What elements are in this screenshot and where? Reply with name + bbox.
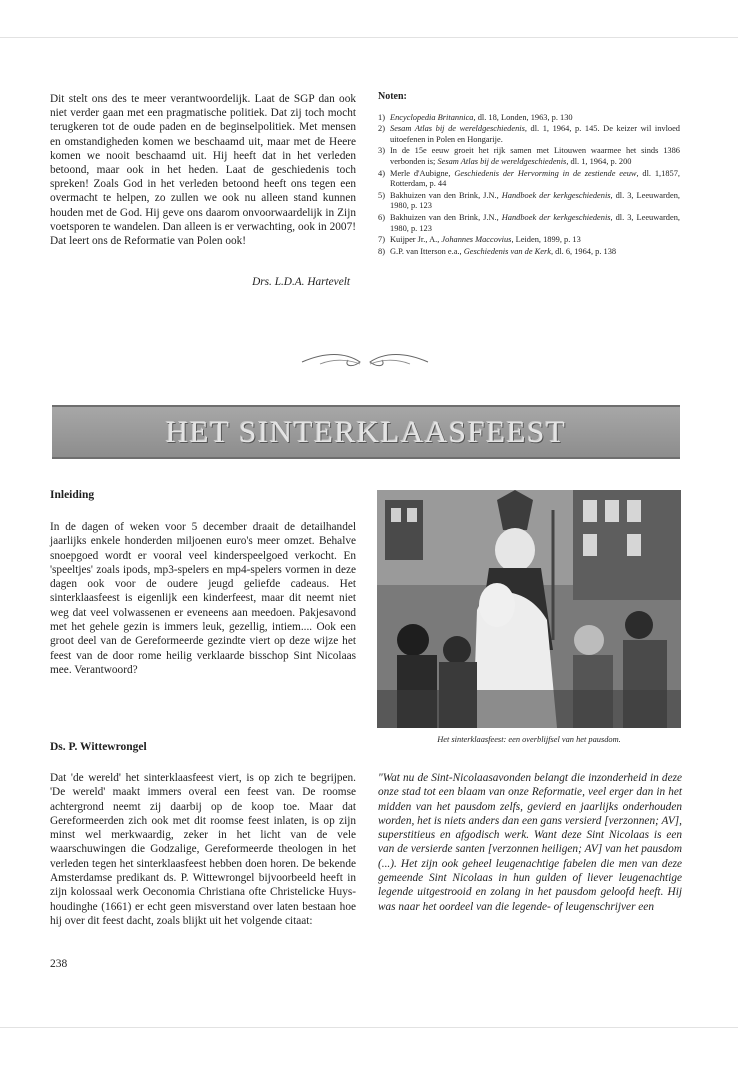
note-number: 8) [378, 246, 385, 256]
decorative-ornament [300, 348, 430, 372]
note-number: 1) [378, 112, 385, 122]
note-number: 5) [378, 190, 385, 200]
note-item [378, 146, 680, 167]
author-signature: Drs. L.D.A. Hartevelt [252, 276, 350, 288]
heading-inleiding: Inleiding [50, 489, 95, 501]
note-text: G.P. van Itterson e.a., Geschiedenis van de Kerk, dl. 6, 1964, p. 138 [390, 246, 617, 256]
bottom-rule [0, 1027, 738, 1028]
photo-caption: Het sinterklaasfeest: een overblijfsel van het pausdom. [437, 735, 621, 744]
note-item [378, 169, 680, 190]
note-text: Sesam Atlas bij de wereldgeschiedenis, dl. 1, 1964, p. 145. De keizer wil invloed uitoefenen in Polen en Hongarije. [390, 124, 680, 144]
closing-paragraph: Dit stelt ons des te meer verantwoordelijk. Laat de SGP dan ook niet verder gaan met een pragmatische politiek. Dat zij toch mocht terugkeren tot de oude paden en de beginselpolitiek. Met mensen en omstandigheden komen we beschaamd uit, maar met de Heere komen we nooit beschaamd uit. Hij heeft dat in het verleden betoond, maar ook in het heden. Laat de geschiedenis toch spreken! Zoals God in het verleden betoond heeft ons tegen een overmacht te helpen, zo zullen we ook nu alleen stand kunnen houden met de God. Hij geve ons daarom onvoorwaardelijk in Zijn voetsporen te wandelen. Dan alleen is er verwachting, ook in 2007! Dat leert ons de Reformatie van Polen ook! [50, 93, 356, 248]
top-rule [0, 37, 738, 38]
notes-section [378, 92, 680, 258]
section-banner [52, 405, 680, 459]
note-text: In de 15e eeuw groeit het rijk samen met Litouwen waarmee het sinds 1386 verbonden is; Sesam Atlas bij de wereldgeschiedenis, dl. 1, 1964, p. 200 [390, 146, 680, 166]
paragraph-wittewrongel: Dat 'de wereld' het sinterklaasfeest viert, is op zich te begrijpen. 'De wereld' maakt immers overal een feest van. De roomse achtergrond neemt zij daarbij op de koop toe. Maar dat Gereformeerden zich ook met dit roomse feest inlaten, is op zijn minst wel merkwaardig, zeker in het licht van de vele waarschuwingen die Godzalige, Gereformeerde theologen in het verleden tegen het sinterklaasfeest hebben doen horen. De bekende Amsterdamse predikant ds. P. Wittewrongel bijvoorbeeld heeft in zijn kolossaal werk Oeconomia Christiana ofte Christelicke Huys-houdinghe (1661) er echt geen misverstand over laten bestaan hoe hij over dit feest dacht, zoals blijkt uit het volgende citaat: [50, 772, 356, 927]
note-item [378, 113, 680, 124]
heading-wittewrongel: Ds. P. Wittewrongel [50, 741, 147, 753]
note-text: Encyclopedia Britannica, dl. 18, Londen, 1963, p. 130 [390, 112, 573, 122]
paragraph-inleiding: In de dagen of weken voor 5 december draait de detailhandel jaarlijks enkele honderden miljoenen euro's meer omzet. Behalve snoepgoed wordt er vooral veel kinderspeelgoed verkocht. En 'speeltjes' zoals ipods, mp3-spelers en mp4-spelers vormen in deze dagen ook voor de oudere jeugd geliefde cadeaus. Het sinterklaasfeest is eigenlijk een kinderfeest, maar dit neemt niet weg dat veel volwassenen er eveneens aan meedoen. Pakjesavond met het gehele gezin is immers leuk, gezellig, intiem.... Ook een groot deel van de Gereformeerde gezindte viert op deze wijze het feest van de door rome heilig verklaarde bisschop Sint Nicolaas mee. Verantwoord? [50, 521, 356, 676]
notes-title: Noten: [378, 91, 407, 102]
note-item [378, 191, 680, 212]
note-item [378, 235, 680, 246]
sinterklaas-photo [377, 490, 681, 728]
note-number: 4) [378, 168, 385, 178]
page-number: 238 [50, 958, 68, 970]
note-item [378, 247, 680, 258]
note-item [378, 213, 680, 234]
note-number: 7) [378, 235, 385, 245]
note-number: 3) [378, 146, 385, 156]
note-text: Bakhuizen van den Brink, J.N., Handboek der kerkgeschiedenis, dl. 3, Leeuwarden, 1980, p. 123 [390, 190, 680, 211]
note-text: Merle d'Aubigne, Geschiedenis der Hervorming in de zestiende eeuw, dl. 1,1857, Rotterdam, p. 44 [390, 168, 680, 189]
note-item [378, 124, 680, 145]
banner-title: HET SINTERKLAASFEEST [165, 414, 567, 449]
wittewrongel-quote: "Wat nu de Sint-Nicolaasavonden belangt die inzonderheid in deze onze stad tot een blaam van onze Reformatie, veel erger dan in het midden van het pausdom zelfs, gevierd en jaarlijks onderhouden worden, het is niets anders dan een gans versierd [verzonnen; AV], superstitieus en afgodisch werk. Want deze Sint Nicolaas is een van de versierde santen [verzonnen heiligen; AV] van het pausdom (...). Het zijn ook geheel leugenachtige fabelen die men van deze gemeende Sint Nicolaas in hun gulden of liever leugenachtige legende uitgestrooid en zolang in het pausdom geloofd heeft. Hij was naar het oordeel van die legende- of leugenschrijver een [378, 772, 682, 913]
note-text: Kuijper Jr., A., Johannes Maccovius, Leiden, 1899, p. 13 [390, 235, 581, 245]
notes-list [378, 113, 680, 258]
note-number: 2) [378, 124, 385, 134]
note-number: 6) [378, 212, 385, 222]
note-text: Bakhuizen van den Brink, J.N., Handboek der kerkgeschiedenis, dl. 3, Leeuwarden, 1980, p. 123 [390, 212, 680, 233]
